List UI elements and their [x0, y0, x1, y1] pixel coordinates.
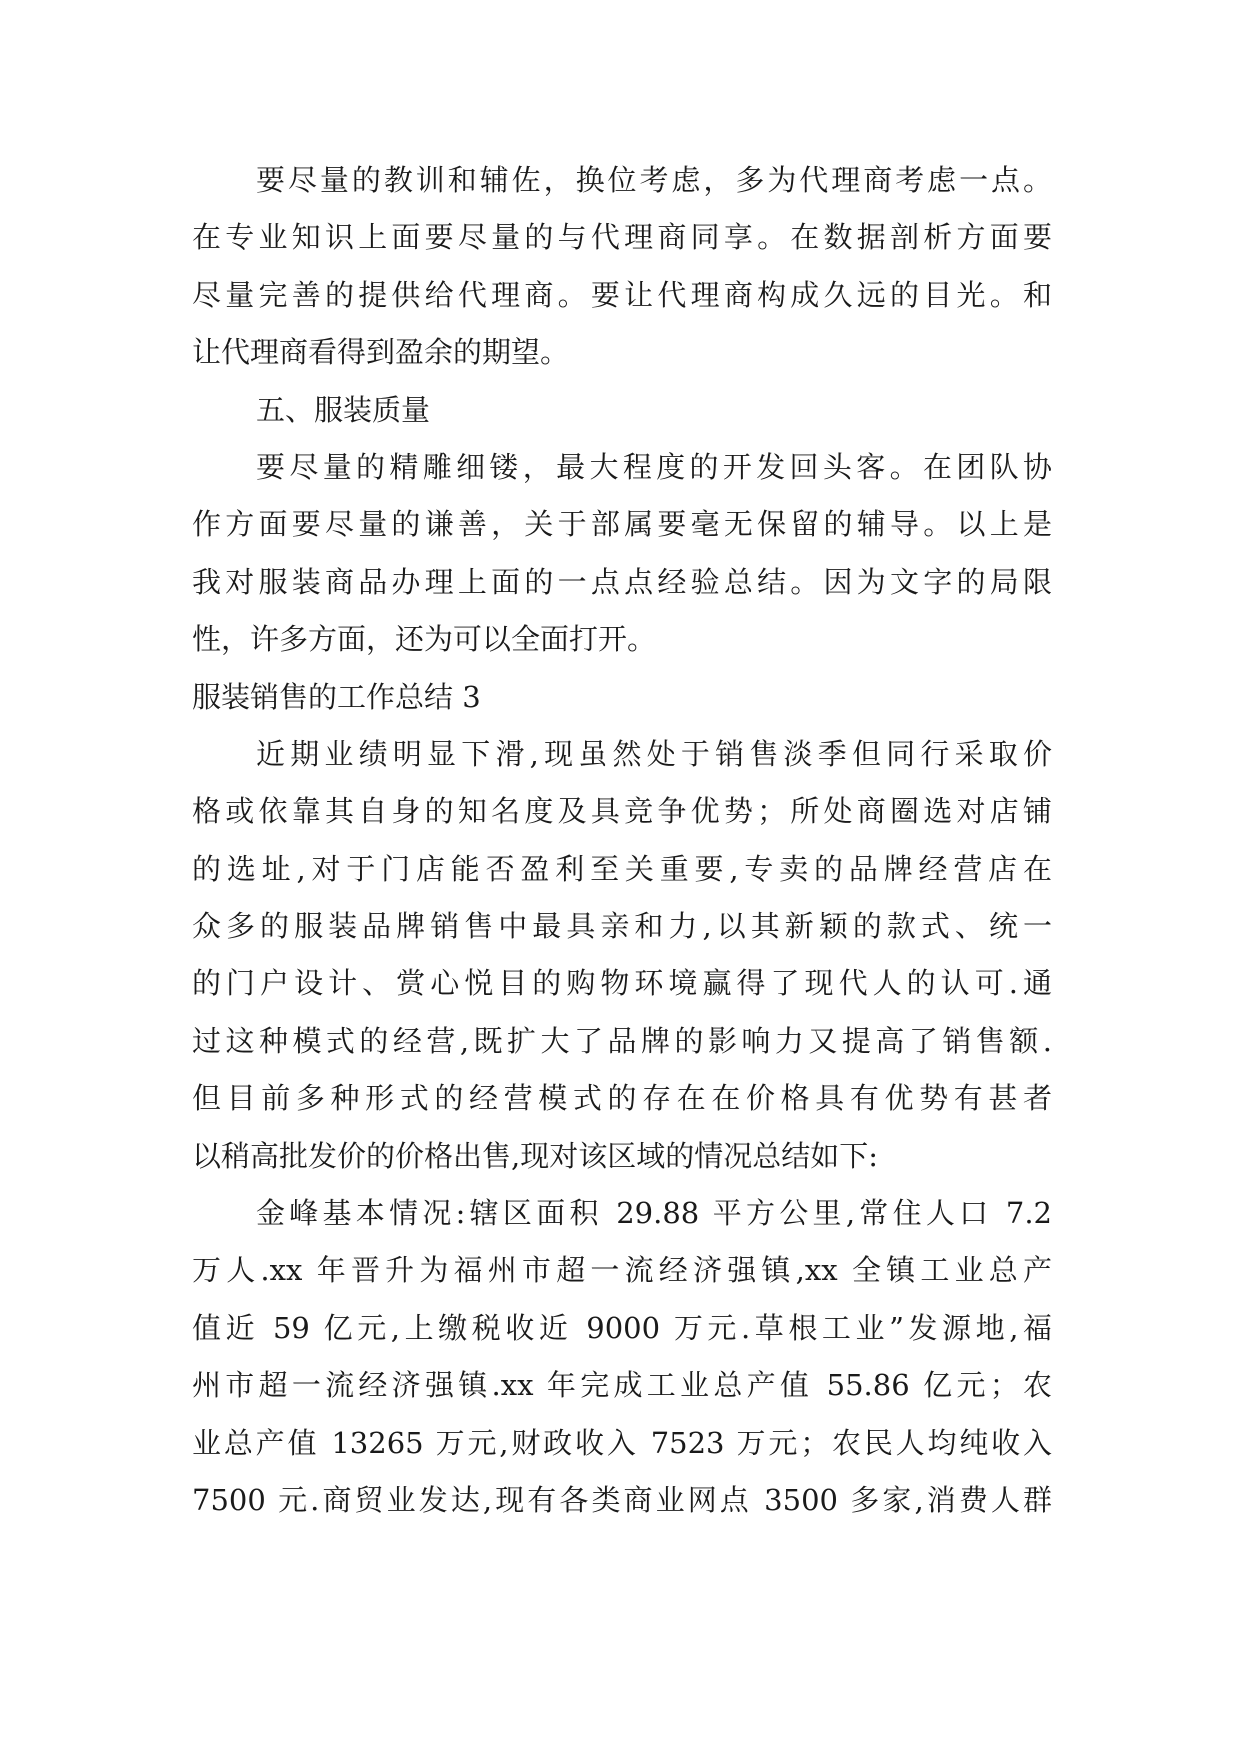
paragraph-line: 要尽量的教训和辅佐，换位考虑，多为代理商考虑一点。: [256, 163, 1052, 197]
paragraph-line: 但目前多种形式的经营模式的存在在价格具有优势有甚者: [192, 1081, 1052, 1116]
paragraph-line: 的选址,对于门店能否盈利至关重要,专卖的品牌经营店在: [192, 851, 1052, 886]
paragraph-line: 性，许多方面，还为可以全面打开。: [192, 622, 657, 657]
document-section-title: 服装销售的工作总结 3: [192, 679, 481, 714]
paragraph-line: 的门户设计、赏心悦目的购物环境赢得了现代人的认可.通: [192, 966, 1052, 1001]
paragraph-line: 在专业知识上面要尽量的与代理商同享。在数据剖析方面要: [192, 220, 1052, 255]
document-body: [192, 152, 1052, 1529]
paragraph-line: 众多的服装品牌销售中最具亲和力,以其新颖的款式、统一: [192, 909, 1052, 944]
paragraph-line: 让代理商看得到盈余的期望。: [192, 335, 570, 370]
paragraph-line: 我对服装商品办理上面的一点点经验总结。因为文字的局限: [192, 564, 1052, 599]
paragraph-line: 7500 元.商贸业发达,现有各类商业网点 3500 多家,消费人群: [192, 1482, 1052, 1517]
paragraph-line: 万人.xx 年晋升为福州市超一流经济强镇,xx 全镇工业总产: [192, 1253, 1052, 1288]
paragraph-line: 业总产值 13265 万元,财政收入 7523 万元；农民人均纯收入: [192, 1425, 1052, 1460]
paragraph-line: 尽量完善的提供给代理商。要让代理商构成久远的目光。和: [192, 277, 1052, 312]
paragraph-line: 州市超一流经济强镇.xx 年完成工业总产值 55.86 亿元；农: [192, 1368, 1052, 1403]
paragraph-line: 以稍高批发价的价格出售,现对该区域的情况总结如下:: [192, 1138, 878, 1173]
paragraph-line: 作方面要尽量的谦善，关于部属要毫无保留的辅导。以上是: [192, 507, 1052, 542]
paragraph-line: 值近 59 亿元,上缴税收近 9000 万元.草根工业”发源地,福: [192, 1310, 1052, 1345]
section-heading: 五、服装质量: [256, 392, 431, 427]
paragraph-line: 金峰基本情况:辖区面积 29.88 平方公里,常住人口 7.2: [256, 1196, 1052, 1231]
paragraph-line: 近期业绩明显下滑,现虽然处于销售淡季但同行采取价: [256, 736, 1052, 771]
paragraph-line: 过这种模式的经营,既扩大了品牌的影响力又提高了销售额.: [192, 1023, 1052, 1058]
paragraph-line: 格或依靠其自身的知名度及具竞争优势；所处商圈选对店铺: [192, 794, 1052, 829]
paragraph-line: 要尽量的精雕细镂，最大程度的开发回头客。在团队协: [256, 449, 1052, 484]
